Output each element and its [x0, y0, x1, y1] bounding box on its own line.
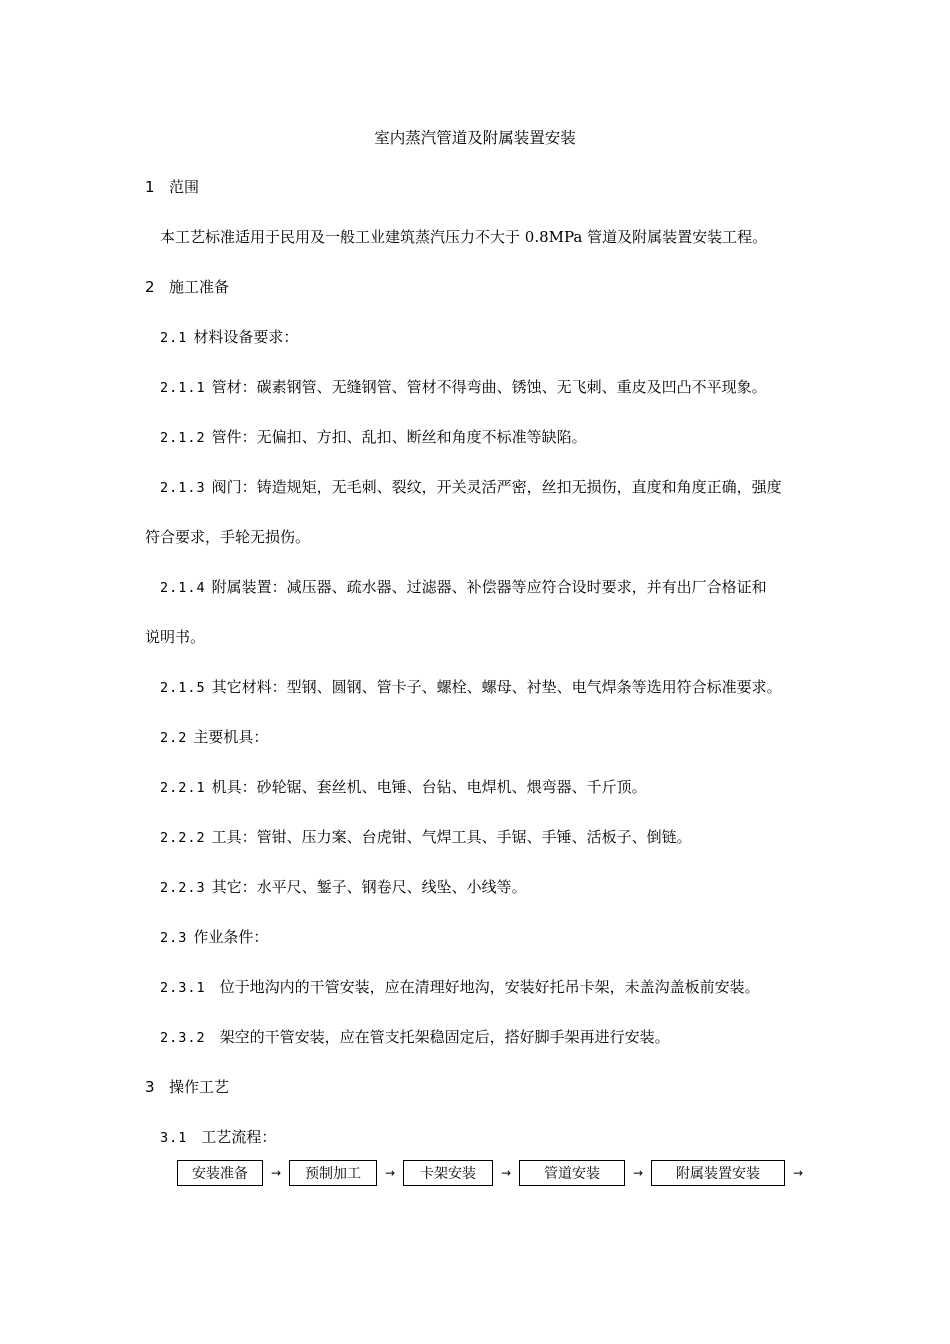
- clause-2-1-2: [160, 427, 587, 448]
- section-1-body: 本工艺标准适用于民用及一般工业建筑蒸汽压力不大于 0.8MPa 管道及附属装置安装工程。: [160, 228, 768, 246]
- clause-2-2-1: [160, 777, 647, 798]
- section-title: 施工准备: [169, 278, 230, 296]
- section-2-heading: [145, 277, 229, 297]
- clause-2-1-3: [160, 477, 782, 498]
- clause-text: 材料设备要求：: [193, 328, 299, 346]
- flow-step-5: 附属装置安装: [651, 1160, 785, 1186]
- clause-number: 2.2.1: [160, 780, 206, 796]
- flow-arrow-icon: →: [384, 1166, 396, 1180]
- subsection-2-3: [160, 927, 268, 948]
- clause-text: 位于地沟内的干管安装，应在清理好地沟，安装好托吊卡架，未盖沟盖板前安装。: [219, 978, 760, 996]
- section-title: 范围: [169, 178, 200, 196]
- section-number: 3: [145, 1078, 155, 1096]
- clause-number: 2.3.2: [160, 1030, 206, 1046]
- flow-arrow-icon: →: [632, 1166, 644, 1180]
- clause-text: 管材：碳素钢管、无缝钢管、管材不得弯曲、锈蚀、无飞刺、重皮及凹凸不平现象。: [211, 378, 767, 396]
- clause-number: 2.1.5: [160, 680, 206, 696]
- clause-number: 2.2: [160, 730, 188, 746]
- clause-2-3-2: [160, 1027, 670, 1048]
- process-flow-diagram: [177, 1159, 811, 1187]
- clause-2-1-4: [160, 577, 767, 598]
- flow-step-2: 预制加工: [289, 1160, 377, 1186]
- clause-text: 其它：水平尺、錾子、钢卷尺、线坠、小线等。: [211, 878, 527, 896]
- clause-text: 管件：无偏扣、方扣、乱扣、断丝和角度不标准等缺陷。: [211, 428, 587, 446]
- section-number: 1: [145, 178, 155, 196]
- clause-text: 工具：管钳、压力案、台虎钳、气焊工具、手锯、手锤、活板子、倒链。: [211, 828, 692, 846]
- document-title: 室内蒸汽管道及附属装置安装: [374, 129, 576, 147]
- clause-text: 附属装置：减压器、疏水器、过滤器、补偿器等应符合设时要求，并有出厂合格证和: [211, 578, 767, 596]
- flow-step-4: 管道安装: [519, 1160, 625, 1186]
- clause-2-1-5: [160, 677, 782, 698]
- flow-arrow-icon: →: [500, 1166, 512, 1180]
- section-title: 操作工艺: [169, 1078, 230, 1096]
- clause-number: 3.1: [160, 1130, 188, 1146]
- flow-step-3: 卡架安装: [403, 1160, 493, 1186]
- clause-text: 架空的干管安装，应在管支托架稳固定后，搭好脚手架再进行安装。: [219, 1028, 670, 1046]
- clause-text: 阀门：铸造规矩，无毛刺、裂纹，开关灵活严密，丝扣无损伤，直度和角度正确，强度: [211, 478, 782, 496]
- flow-arrow-icon: →: [270, 1166, 282, 1180]
- clause-number: 2.1.3: [160, 480, 206, 496]
- clause-number: 2.1.2: [160, 430, 206, 446]
- section-number: 2: [145, 278, 155, 296]
- clause-number: 2.3: [160, 930, 188, 946]
- clause-2-1-3-continuation: 符合要求，手轮无损伤。: [145, 528, 311, 546]
- clause-2-2-2: [160, 827, 692, 848]
- subsection-2-2: [160, 727, 268, 748]
- clause-2-1-1: [160, 377, 767, 398]
- subsection-3-1: [160, 1127, 276, 1148]
- subsection-2-1: [160, 327, 298, 348]
- clause-2-3-1: [160, 977, 760, 998]
- clause-number: 2.1.4: [160, 580, 206, 596]
- section-1-heading: [145, 177, 199, 197]
- clause-number: 2.1: [160, 330, 188, 346]
- section-3-heading: [145, 1077, 229, 1097]
- clause-number: 2.2.3: [160, 880, 206, 896]
- clause-number: 2.1.1: [160, 380, 206, 396]
- clause-text: 其它材料：型钢、圆钢、管卡子、螺栓、螺母、衬垫、电气焊条等选用符合标准要求。: [211, 678, 782, 696]
- clause-number: 2.2.2: [160, 830, 206, 846]
- clause-number: 2.3.1: [160, 980, 206, 996]
- clause-text: 机具：砂轮锯、套丝机、电锤、台钻、电焊机、煨弯器、千斤顶。: [211, 778, 647, 796]
- clause-2-2-3: [160, 877, 527, 898]
- flow-step-1: 安装准备: [177, 1160, 263, 1186]
- flow-arrow-icon: →: [792, 1166, 804, 1180]
- clause-2-1-4-continuation: 说明书。: [145, 628, 206, 646]
- clause-text: 主要机具：: [193, 728, 269, 746]
- clause-text: 作业条件：: [193, 928, 269, 946]
- clause-text: 工艺流程：: [201, 1128, 277, 1146]
